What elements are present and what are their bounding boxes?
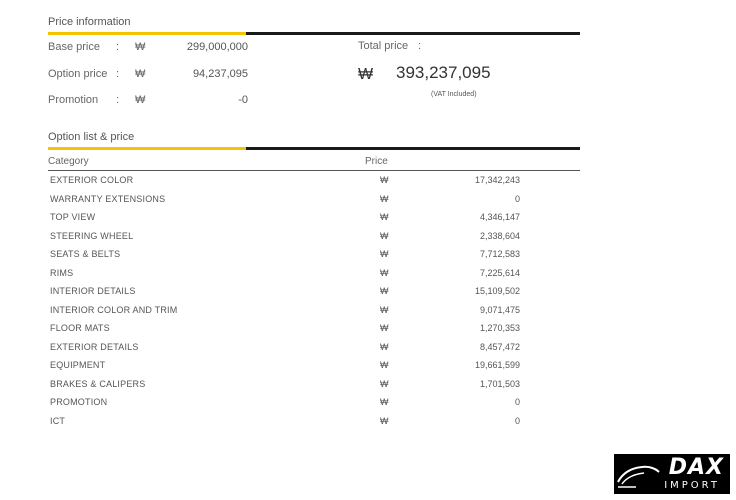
table-row: [0, 172, 736, 191]
row-category: FLOOR MATS: [50, 323, 110, 333]
total-price-value: 393,237,095: [396, 63, 491, 82]
row-currency: ₩: [380, 378, 389, 389]
divider-accent: [48, 32, 246, 35]
row-category: BRAKES & CALIPERS: [50, 378, 146, 389]
row-price: 4,346,147: [479, 212, 520, 222]
divider-accent: [48, 147, 246, 150]
option-price-value: 94,237,095: [192, 68, 248, 80]
row-price: 1,701,503: [479, 378, 520, 389]
row-category: EQUIPMENT: [50, 360, 106, 370]
row-category: PROMOTION: [50, 397, 108, 407]
total-price-colon: :: [418, 40, 422, 52]
vat-note: (VAT Included): [431, 91, 477, 98]
table-row: [0, 283, 736, 302]
table-row: [0, 265, 736, 284]
price-information-divider: [48, 32, 580, 35]
table-row: [0, 357, 736, 376]
row-currency: ₩: [380, 175, 389, 185]
row-price: 2,338,604: [479, 230, 520, 241]
logo-sub-text: IMPORT: [664, 480, 720, 491]
total-price-currency: ₩: [358, 66, 374, 83]
row-currency: ₩: [380, 341, 389, 352]
promotion-colon: :: [116, 94, 120, 106]
table-row: [0, 246, 736, 265]
base-price-label: Base price: [48, 41, 100, 53]
option-table-body: [0, 172, 736, 431]
option-price-colon: :: [116, 68, 120, 80]
row-category: WARRANTY EXTENSIONS: [50, 193, 166, 204]
row-price: 0: [514, 397, 520, 407]
price-column-header: Price: [365, 156, 388, 167]
row-currency: ₩: [380, 249, 389, 259]
row-price: 8,457,472: [479, 341, 520, 352]
row-currency: ₩: [380, 193, 389, 204]
row-currency: ₩: [380, 212, 389, 222]
table-row: [0, 339, 736, 358]
row-price: 19,661,599: [474, 360, 520, 370]
row-currency: ₩: [380, 415, 389, 426]
logo-brand-text: DAX: [668, 455, 724, 480]
row-category: EXTERIOR COLOR: [50, 175, 134, 185]
table-row: [0, 191, 736, 210]
table-row: [0, 228, 736, 247]
row-currency: ₩: [380, 397, 389, 407]
table-row: [0, 376, 736, 395]
table-row: [0, 394, 736, 413]
row-currency: ₩: [380, 286, 389, 296]
promotion-label: Promotion: [48, 94, 99, 106]
promotion-currency: ₩: [135, 94, 146, 106]
base-price-currency: ₩: [135, 41, 146, 53]
row-category: INTERIOR COLOR AND TRIM: [50, 304, 178, 315]
total-price-label: Total price: [358, 40, 409, 52]
row-currency: ₩: [380, 230, 389, 241]
table-row: [0, 302, 736, 321]
row-category: SEATS & BELTS: [50, 249, 121, 259]
row-price: 7,712,583: [479, 249, 520, 259]
row-category: RIMS: [50, 267, 74, 278]
row-price: 17,342,243: [474, 175, 520, 185]
row-price: 0: [514, 415, 520, 426]
row-currency: ₩: [380, 360, 389, 370]
row-category: STEERING WHEEL: [50, 230, 134, 241]
row-currency: ₩: [380, 267, 389, 278]
row-price: 1,270,353: [479, 323, 520, 333]
base-price-value: 299,000,000: [186, 41, 248, 53]
row-currency: ₩: [380, 304, 389, 315]
row-category: ICT: [50, 415, 66, 426]
row-price: 15,109,502: [474, 286, 520, 296]
price-information-title: Price information: [48, 16, 131, 28]
row-category: TOP VIEW: [50, 212, 96, 222]
option-list-divider: [48, 147, 580, 150]
option-list-title: Option list & price: [48, 131, 135, 143]
car-silhouette-icon: [616, 460, 660, 490]
row-price: 9,071,475: [479, 304, 520, 315]
category-column-header: Category: [48, 156, 89, 167]
promotion-value: -0: [238, 94, 248, 106]
row-price: 0: [514, 193, 520, 204]
row-currency: ₩: [380, 323, 389, 333]
table-row: [0, 413, 736, 432]
table-header-rule: [48, 170, 580, 171]
row-price: 7,225,614: [479, 267, 520, 278]
dax-import-logo: [614, 454, 730, 494]
table-row: [0, 209, 736, 228]
option-price-currency: ₩: [135, 68, 146, 80]
row-category: EXTERIOR DETAILS: [50, 341, 139, 352]
row-category: INTERIOR DETAILS: [50, 286, 136, 296]
table-row: [0, 320, 736, 339]
base-price-colon: :: [116, 41, 120, 53]
option-price-label: Option price: [48, 68, 108, 80]
